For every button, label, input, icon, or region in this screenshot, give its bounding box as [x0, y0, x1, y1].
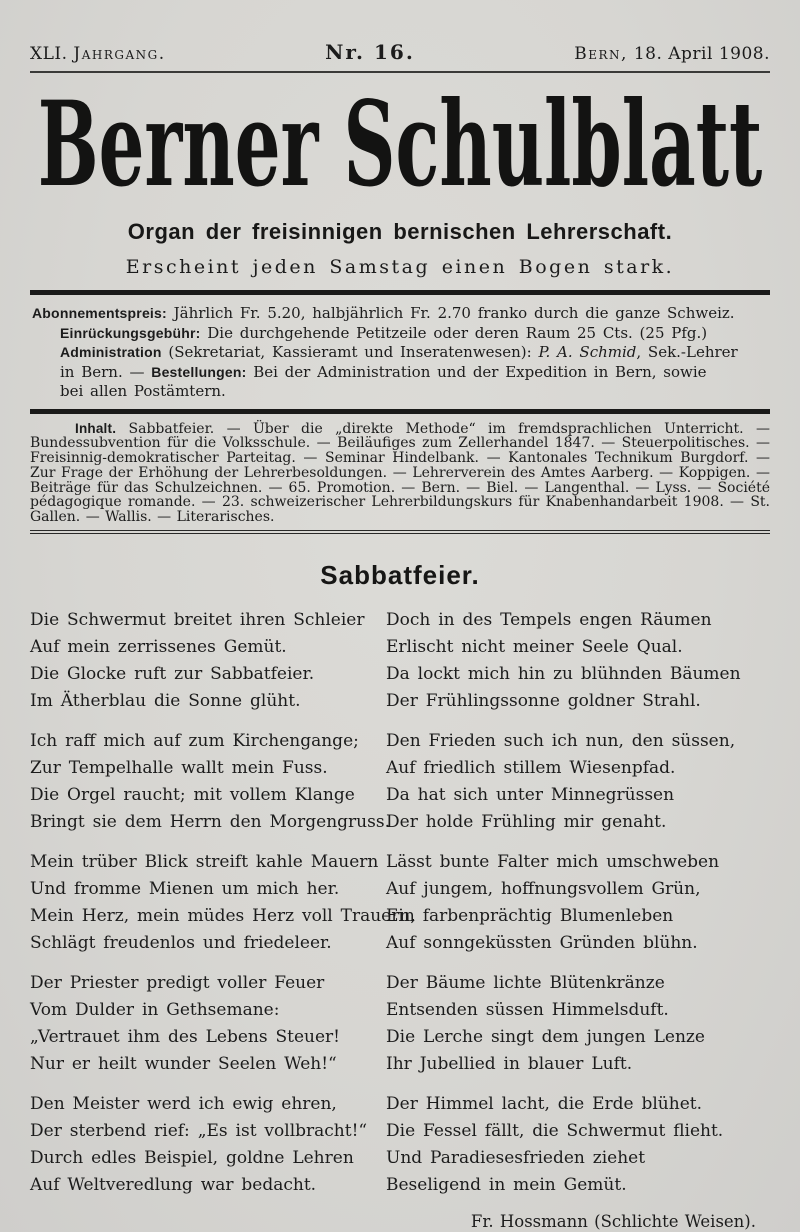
imprint-line-postaemter [30, 382, 770, 402]
imprint-line-administration [30, 343, 770, 363]
issue-header [30, 40, 770, 64]
poem-line: Zur Tempelhalle wallt mein Fuss. [30, 758, 328, 779]
poem-column-left [30, 849, 416, 957]
poem-stanza-5 [30, 1091, 770, 1199]
imprint-line-bestellungen [30, 363, 770, 383]
imprint-text-administration: (Sekretariat, Kassieramt und Inseratenwesen): [161, 343, 539, 361]
toc-label: Inhalt. [75, 420, 117, 436]
imprint-administrator-name: P. A. Schmid [538, 343, 637, 361]
place-date [574, 44, 770, 64]
poem-line: Da hat sich unter Minnegrüssen [386, 785, 675, 806]
volume-word: Jahrgang. [73, 44, 166, 64]
poem-column-right [386, 849, 770, 957]
poem-line: Auf friedlich stillem Wiesenpfad. [386, 758, 676, 779]
volume-label [30, 44, 166, 64]
imprint-administrator-title: , Sek.-Lehrer [636, 343, 738, 361]
imprint-block [30, 304, 770, 402]
poem-line: Der Himmel lacht, die Erde blühet. [386, 1094, 702, 1115]
poem-line: Der Bäume lichte Blütenkränze [386, 973, 665, 994]
poem-column-left [30, 970, 386, 1078]
poem-line: Ihr Jubellied in blauer Luft. [386, 1054, 633, 1075]
imprint-text-einrueckungsgebuehr: Die durchgehende Petitzeile oder deren Raum 25 Cts. (25 Pfg.) [200, 323, 708, 342]
poem-line: Der Priester predigt voller Feuer [30, 973, 325, 994]
poem-line: Die Lerche singt dem jungen Lenze [386, 1027, 705, 1048]
poem-column-right [386, 970, 770, 1078]
toc-text: Sabbatfeier. — Über die „direkte Methode“ im fremdsprachlichen Unterricht. — Bundessubvention für die Volksschule. — Beiläufiges zum Zellerhandel 1847. — Steuerpolitisches. — Freisinnig-demokratischer Parteitag. — Seminar Hindelbank. — Kantonales Technikum Burgdorf. — Zur Frage der Erhöhung der Lehrerbesoldungen. — Lehrerverein des Amtes Aarberg. — Koppigen. — Beiträge für das Schulzeichnen. — 65. Promotion. — Bern. — Biel. — Langenthal. — Lyss. — Société pédagogique romande. — 23. schweizerischer Lehrerbildungskurs für Knabenhandarbeit 1908. — St. Gallen. — Wallis. — Literarisches. [30, 420, 770, 526]
poem-line: Schlägt freudenlos und friedeleer. [30, 933, 332, 954]
masthead-title: Berner Schulblatt [37, 74, 763, 213]
poem-line: Auf jungem, hoffnungsvollem Grün, [386, 879, 701, 900]
imprint-label-bestellungen: Bestellungen: [151, 363, 247, 380]
divider-thin-thick [30, 409, 770, 414]
poem-line: Auf sonngeküssten Gründen blühn. [386, 933, 698, 954]
poem-line: Entsenden süssen Himmelsduft. [386, 1000, 669, 1021]
masthead-tagline: Erscheint jeden Samstag einen Bogen stark. [125, 256, 675, 278]
masthead-subtitle: Organ der freisinnigen bernischen Lehrerschaft. [127, 219, 673, 244]
poem-line: Die Fessel fällt, die Schwermut flieht. [386, 1121, 724, 1142]
issue-number: Nr. 16. [325, 40, 415, 64]
poem-line: Erlischt nicht meiner Seele Qual. [386, 637, 683, 658]
article-title: Sabbatfeier. [320, 560, 480, 591]
poem-column-left [30, 728, 390, 836]
poem-stanza-4 [30, 970, 770, 1078]
poem-line: Mein Herz, mein müdes Herz voll Trauern, [30, 906, 416, 927]
poem-line: Lässt bunte Falter mich umschweben [386, 852, 720, 873]
masthead [30, 74, 770, 213]
poem-line: Ein farbenprächtig Blumenleben [386, 906, 674, 927]
poem [30, 607, 770, 1231]
poem-line: Den Meister werd ich ewig ehren, [30, 1094, 337, 1115]
poem-line: Ich raff mich auf zum Kirchengange; [30, 731, 359, 752]
divider-double-thin [30, 530, 770, 534]
poem-line: Im Ätherblau die Sonne glüht. [30, 691, 301, 712]
poem-line: Der holde Frühling mir genaht. [386, 812, 667, 833]
poem-line: Auf mein zerrissenes Gemüt. [30, 637, 287, 658]
table-of-contents [30, 422, 770, 526]
header-divider [30, 71, 770, 73]
poem-signature: Fr. Hossmann (Schlichte Weisen). [470, 1212, 756, 1232]
poem-column-right [386, 1091, 770, 1199]
poem-column-right [386, 728, 770, 836]
volume-number: XLI. [30, 44, 68, 64]
poem-line: Nur er heilt wunder Seelen Weh!“ [30, 1054, 337, 1075]
imprint-bestellungen-pre: in Bern. — [60, 362, 152, 381]
poem-line: Bringt sie dem Herrn den Morgengruss. [30, 812, 390, 833]
imprint-text-abonnementspreis: Jährlich Fr. 5.20, halbjährlich Fr. 2.70 franko durch die ganze Schweiz. [166, 304, 735, 322]
poem-line: Und fromme Mienen um mich her. [30, 879, 340, 900]
poem-stanza-3 [30, 849, 770, 957]
poem-line: Und Paradiesesfrieden ziehet [386, 1148, 646, 1169]
poem-line: Beseligend in mein Gemüt. [386, 1175, 627, 1196]
imprint-text-postaemter: bei allen Postämtern. [60, 382, 226, 400]
poem-line: Durch edles Beispiel, goldne Lehren [30, 1148, 354, 1169]
poem-line: „Vertrauet ihm des Lebens Steuer! [30, 1027, 340, 1048]
imprint-line-abonnement [30, 304, 770, 324]
poem-stanza-1 [30, 607, 770, 715]
place-name: Bern, [574, 44, 628, 64]
imprint-line-einrueckung [30, 324, 770, 344]
poem-line: Doch in des Tempels engen Räumen [386, 610, 712, 631]
poem-line: Den Frieden such ich nun, den süssen, [386, 731, 736, 752]
poem-column-left [30, 1091, 386, 1199]
poem-line: Der Frühlingssonne goldner Strahl. [386, 691, 701, 712]
poem-line: Die Orgel raucht; mit vollem Klange [30, 785, 355, 806]
issue-date: 18. April 1908. [633, 44, 770, 64]
imprint-text-bestellungen: Bei der Administration und der Expedition in Bern, sowie [246, 362, 707, 381]
imprint-label-einrueckungsgebuehr: Einrückungsgebühr: [60, 324, 201, 341]
divider-thick-thin [30, 290, 770, 295]
poem-line: Der sterbend rief: „Es ist vollbracht!“ [30, 1121, 368, 1142]
poem-line: Auf Weltveredlung war bedacht. [30, 1175, 317, 1196]
poem-line: Da lockt mich hin zu blühnden Bäumen [386, 664, 741, 685]
imprint-label-abonnementspreis: Abonnementspreis: [32, 305, 167, 321]
poem-line: Mein trüber Blick streift kahle Mauern [30, 852, 379, 873]
poem-line: Vom Dulder in Gethsemane: [30, 1000, 280, 1021]
poem-line: Die Glocke ruft zur Sabbatfeier. [30, 664, 315, 685]
poem-line: Die Schwermut breitet ihren Schleier [30, 610, 365, 631]
toc-paragraph [30, 422, 770, 526]
poem-column-right [386, 607, 770, 715]
poem-column-left [30, 607, 386, 715]
poem-stanza-2 [30, 728, 770, 836]
imprint-label-administration: Administration [60, 344, 162, 360]
